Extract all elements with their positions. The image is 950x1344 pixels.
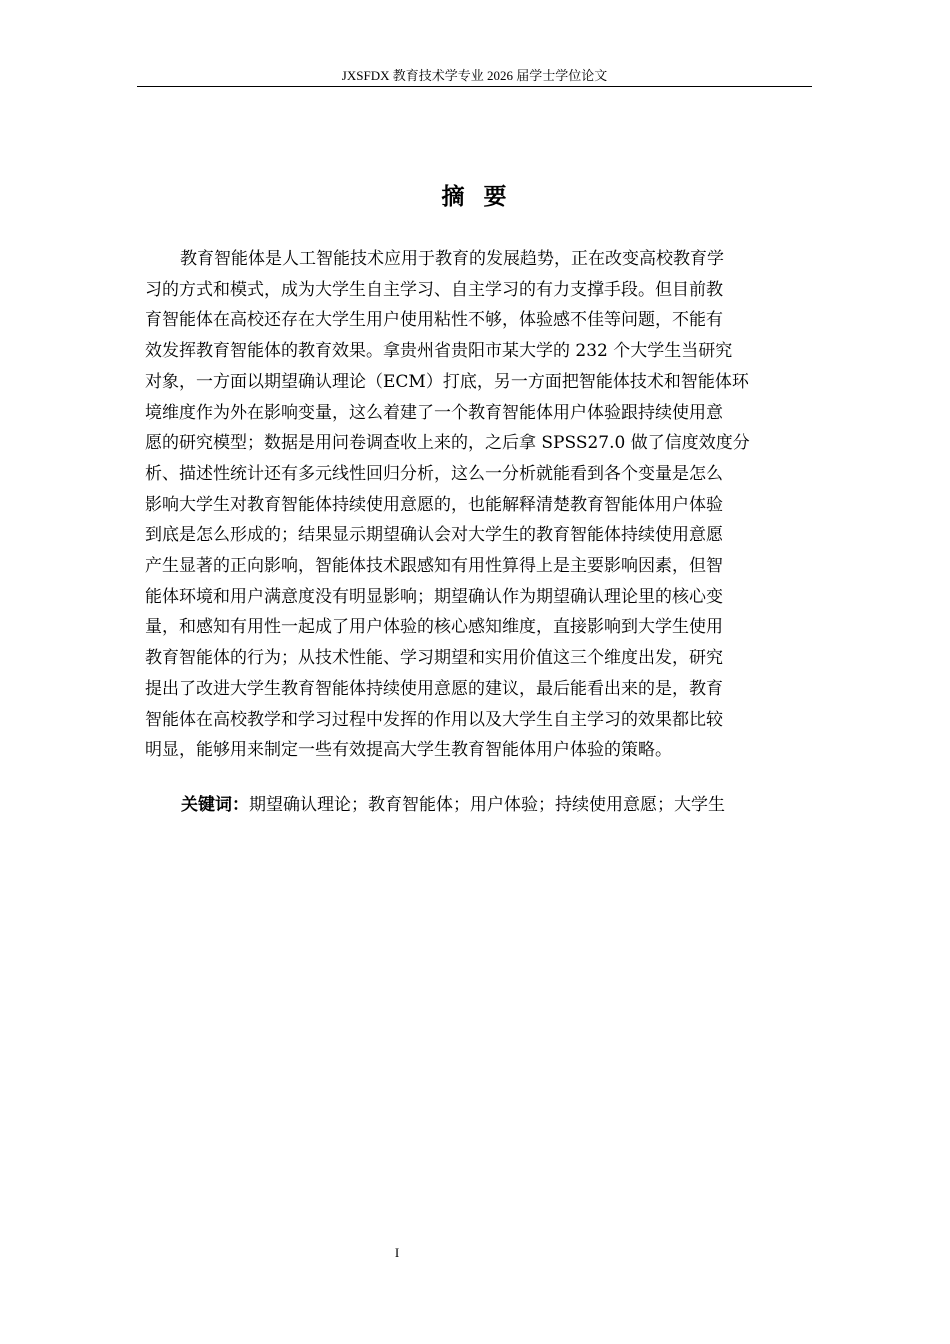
abstract-line: 到底是怎么形成的；结果显示期望确认会对大学生的教育智能体持续使用意愿 bbox=[145, 525, 723, 546]
abstract-line: 教育智能体是人工智能技术应用于教育的发展趋势，正在改变高校教育学 bbox=[180, 249, 724, 269]
abstract-line: 教育智能体的行为；从技术性能、学习期望和实用价值这三个维度出发，研究 bbox=[145, 648, 723, 669]
abstract-line: 效发挥教育智能体的教育效果。拿贵州省贵阳市某大学的 232 个大学生当研究 bbox=[145, 341, 733, 362]
abstract-title: 摘 要 bbox=[441, 184, 508, 210]
abstract-line: 境维度作为外在影响变量，这么着建了一个教育智能体用户体验跟持续使用意 bbox=[145, 402, 723, 423]
running-header: JXSFDX 教育技术学专业 2026 届学士学位论文 bbox=[341, 68, 608, 83]
abstract-line: 育智能体在高校还存在大学生用户使用粘性不够，体验感不佳等问题，不能有 bbox=[145, 310, 723, 331]
keywords bbox=[181, 790, 801, 820]
abstract-line: 对象，一方面以期望确认理论（ECM）打底，另一方面把智能体技术和智能体环 bbox=[145, 371, 749, 392]
abstract-line: 能体环境和用户满意度没有明显影响；期望确认作为期望确认理论里的核心变 bbox=[145, 586, 723, 607]
abstract-body bbox=[145, 244, 797, 766]
abstract-line: 习的方式和模式，成为大学生自主学习、自主学习的有力支撑手段。但目前教 bbox=[145, 279, 723, 300]
abstract-line: 产生显著的正向影响，智能体技术跟感知有用性算得上是主要影响因素，但智 bbox=[145, 556, 723, 577]
abstract-line: 明显，能够用来制定一些有效提高大学生教育智能体用户体验的策略。 bbox=[145, 740, 672, 761]
abstract-line: 量，和感知有用性一起成了用户体验的核心感知维度，直接影响到大学生使用 bbox=[145, 617, 723, 638]
keywords-value: 期望确认理论；教育智能体；用户体验；持续使用意愿；大学生 bbox=[249, 795, 725, 815]
abstract-line: 愿的研究模型；数据是用问卷调查收上来的，之后拿 SPSS27.0 做了信度效度分 bbox=[145, 433, 750, 454]
page-number: I bbox=[394, 1245, 400, 1260]
header-rule bbox=[137, 86, 812, 87]
keywords-label: 关键词： bbox=[181, 795, 249, 815]
abstract-line: 析、描述性统计还有多元线性回归分析，这么一分析就能看到各个变量是怎么 bbox=[145, 463, 723, 484]
abstract-line: 智能体在高校教学和学习过程中发挥的作用以及大学生自主学习的效果都比较 bbox=[145, 709, 723, 730]
abstract-line: 提出了改进大学生教育智能体持续使用意愿的建议，最后能看出来的是，教育 bbox=[145, 678, 723, 699]
abstract-line: 影响大学生对教育智能体持续使用意愿的，也能解释清楚教育智能体用户体验 bbox=[145, 494, 723, 515]
